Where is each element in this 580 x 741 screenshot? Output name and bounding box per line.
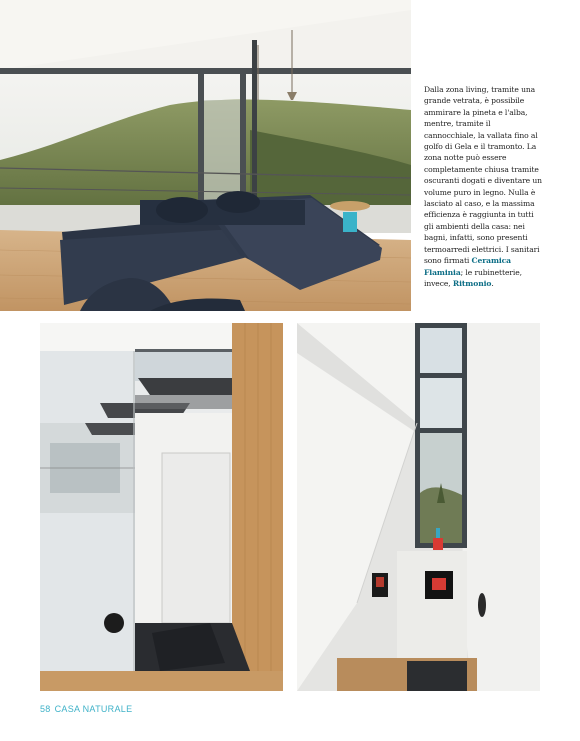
brand-ritmonio: Ritmonio [452, 278, 492, 288]
page-footer [40, 704, 132, 714]
photo-caption [424, 84, 542, 289]
magazine-name: CASA NATURALE [54, 704, 133, 714]
living-room-photo [0, 0, 411, 311]
caption-text-3: . [491, 278, 494, 288]
caption-text-2: ; le rubinetterie, invece, [424, 267, 522, 288]
caption-text-1: Dalla zona living, tramite una grande vetrata, è possibile ammirare la pineta e l'alba, mentre, tramite il cannocchiale, la vallata fino al golfo di Gela e il tramonto. La zona notte può essere completamente chiusa tramite oscuranti dogati e diventare un volume puro in legno. Nulla è lasciato al caso, e la massima efficienza è raggiunta in tutti gli ambienti della casa: nei bagni, infatti, sono presenti termoarredi elettrici. I sanitari sono firmati [424, 85, 542, 266]
brand-ceramica-flaminia: Ceramica Flaminia [424, 256, 512, 277]
corridor-window-photo [297, 323, 540, 691]
page-number: 58 [40, 704, 51, 714]
staircase-photo [40, 323, 283, 691]
